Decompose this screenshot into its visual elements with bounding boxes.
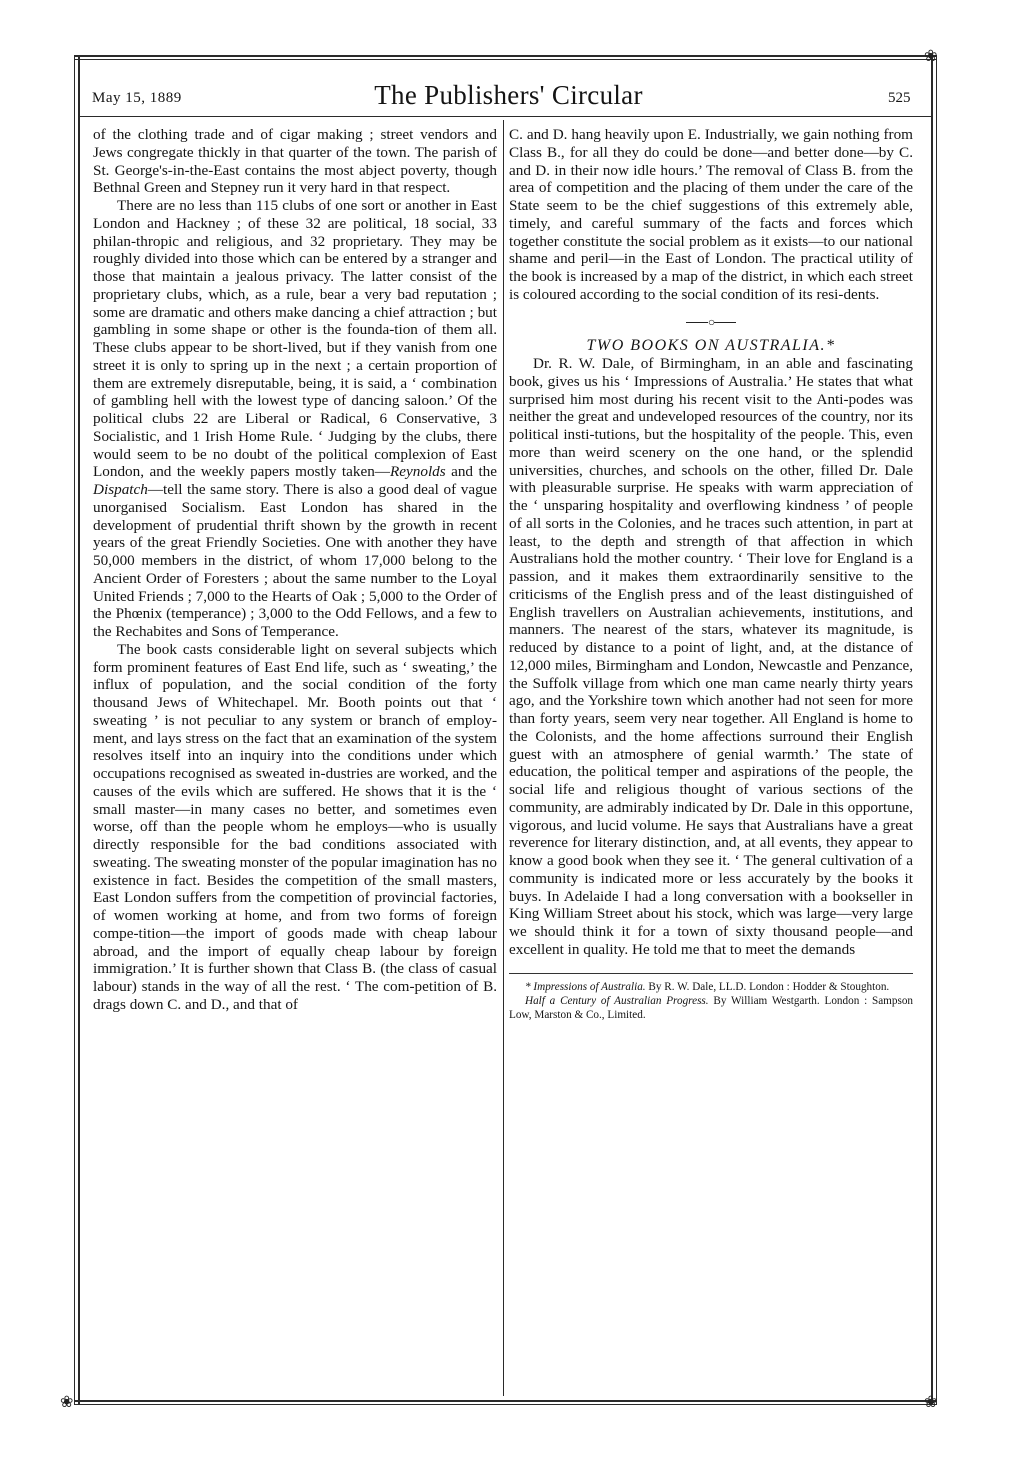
left-border-rule — [78, 55, 80, 1405]
top-border-rule-inner — [74, 59, 936, 60]
column-separator — [503, 120, 504, 1396]
paragraph: The book casts considerable light on several subjects which form prominent features of East End life, such as ‘ sweating,’ the influx of population, and the social condition of the forty thousand Jews of Whitechapel. Mr. Booth points out that ‘ sweating ’ is not peculiar to any system or branch of employ-ment, and lays stress on the fact that an examination of the system resolves itself into an inquiry into the conditions under which occupations recognised as sweated in-dustries are worked, and the causes of the evils which are suffered. He shows that it is the ‘ small master—in many cases no better, and sometimes even worse, off than the people whom he employs—who is usually directly responsible for the bad conditions associated with sweating. The sweating monster of the popular imagination has no existence in fact. Besides the competition of the small masters, East London suffers from the competition of provincial factories, of women working at home, and from two forms of foreign compe-tition—the import of goods made with cheap labour abroad, and the import of equally cheap labour by foreign immigration.’ It is further shown that Class B. (the class of casual labour) stands in the way of all the rest. ‘ The com-petition of B. drags down C. and D., and that of — [93, 640, 497, 1013]
paragraph: Dr. R. W. Dale, of Birmingham, in an able and fascinating book, gives us his ‘ Impressions of Australia.’ He states that what surprised him most during his recent visit to the Anti-podes was neither the great and undeveloped resources of the country, nor its political insti-tutions, but the hospitality of the people. This, even more than weird scenery on the one hand, or the splendid universities, churches, and schools on the other, filled Dr. Dale with pleasurable surprise. He speaks with warm appreciation of the ‘ unsparing hospitality and overflowing kindness ’ of people of all sorts in the Colonies, and he traces such attention, in part at least, to the depth and strength of that affection in which Australians hold the mother country. ‘ Their love for England is a passion, and it makes them extraordinarily sensitive to the criticisms of the English press and of the least distinguished of English travellers on Australian achievements, institutions, and manners. The nearest of the stars, whatever its magnitude, is reduced by distance to a point of light, and, at the distance of 12,000 miles, Birmingham and London, Newcastle and Penzance, the Suffolk village from which one man came nearly thirty years ago, and the Yorkshire town which another had not seen for more than forty years, seem very near together. All England is home to the Colonists, and the home affections surround their English guest with an atmosphere of genial warmth.’ The state of education, the political temper and aspirations of the people, the social life and religious thought of various sections of the community, are admirably indicated by Dr. Dale in this opportune, vigorous, and lucid volume. He says that Australians have a great reverence for literary distinction, and, at all events, they appear to know a good book when they see it. ‘ The general cultivation of a community is indicated more or less accurately by the books it buys. In Adelaide I had a long conversation with a bookseller in King William Street about his stock, which was large—very large we should think it for a town of sixty thousand people—and excellent in quality. He told me that to meet the demands — [509, 355, 913, 958]
footnote — [509, 994, 913, 1022]
section-divider: ○ — [509, 314, 913, 332]
footnote — [509, 980, 913, 994]
left-column — [93, 126, 497, 1014]
page-number: 525 — [888, 90, 911, 106]
footnote-text: By William Westgarth. London : Sampson Low, Marston & Co., Limited. — [509, 994, 914, 1021]
right-border-rule-outer — [936, 55, 937, 1405]
footnote-text: By R. W. Dale, LL.D. London : Hodder & Stoughton. — [645, 980, 890, 993]
issue-date: May 15, 1889 — [92, 90, 182, 106]
corner-ornament-icon: ❀ — [60, 1394, 74, 1411]
footnote-book-title: * Impressions of Australia. — [525, 980, 646, 993]
corner-ornament-icon: ❀ — [924, 1394, 938, 1411]
newspaper-name: Dispatch — [93, 481, 148, 498]
paragraph-text: There are no less than 115 clubs of one sort or another in East London and Hackney ; of these 32 are political, 18 social, 33 philan-thropic and religious, and 32 proprietary. They may be roughly divided into those which can be entered by a stranger and those that maintain a jealous privacy. The latter consist of the proprietary clubs, which, as a rule, bear a very bad reputation ; some are dramatic and others make dancing a chief attraction ; but gambling in some shape or other is the founda-tion of them all. These clubs appear to be short-lived, but if they vanish from one street it is only to spring up in the next ; a certain proportion of them are extremely disreputable, being, it is said, a ‘ combination of gambling hell with the lowest type of dancing saloon.’ Of the political clubs 22 are Liberal or Radical, 6 Conservative, 3 Socialistic, and 1 Irish Home Rule. ‘ Judging by the clubs, there would seem to be no doubt of the political complexion of East London, and the weekly papers mostly taken— — [93, 197, 497, 481]
paragraph: C. and D. hang heavily upon E. Industrially, we gain nothing from Class B., for all they do could be done—and better done—by C. and D. in their now idle hours.’ The removal of Class B. from the area of competition and the placing of them under the care of the State seem to be the chief suggestions of this extremely able, timely, and careful summary of the facts and forces which together constitute the social problem as it exists—to our national shame and peril—in the East of London. The practical utility of the book is increased by a map of the district, in which each street is coloured according to the social condition of its resi-dents. — [509, 126, 913, 303]
bottom-border-rule-inner — [74, 1404, 936, 1405]
paragraph-text: —tell the same story. There is also a good deal of vague unorganised Socialism. East London has shared in the development of prudential thrift shown by the growth in recent years of the great Friendly Societies. One with another they have 50,000 members in the district, of whom 17,000 belong to the Ancient Order of Foresters ; about the same number to the Loyal United Friends ; 7,000 to the Hearts of Oak ; 5,000 to the Order of the Phœnix (temperance) ; 3,000 to the Odd Fellows, and a few to the Rechabites and Sons of Temperance. — [93, 481, 497, 640]
right-column — [509, 126, 913, 1022]
right-border-rule — [931, 55, 933, 1405]
footnotes — [509, 967, 913, 1022]
publication-title: The Publishers' Circular — [374, 80, 643, 110]
header-underline — [80, 116, 931, 117]
bottom-border-rule — [74, 1400, 936, 1402]
footnote-rule — [509, 973, 913, 974]
paragraph: of the clothing trade and of cigar making ; street vendors and Jews congregate thickly in that quarter of the town. The parish of St. George's-in-the-East contains the most abject poverty, though Bethnal Green and Stepney run it very hard in that respect. — [93, 126, 497, 197]
article-heading: TWO BOOKS ON AUSTRALIA.* — [586, 337, 836, 355]
top-border-rule — [74, 55, 936, 57]
newspaper-name: Reynolds — [390, 463, 446, 481]
corner-ornament-icon: ❀ — [924, 48, 938, 65]
paragraph — [93, 197, 497, 641]
paragraph-text: and the — [445, 463, 498, 481]
footnote-book-title: Half a Century of Australian Progress. — [525, 994, 709, 1007]
left-border-rule-outer — [74, 55, 75, 1405]
